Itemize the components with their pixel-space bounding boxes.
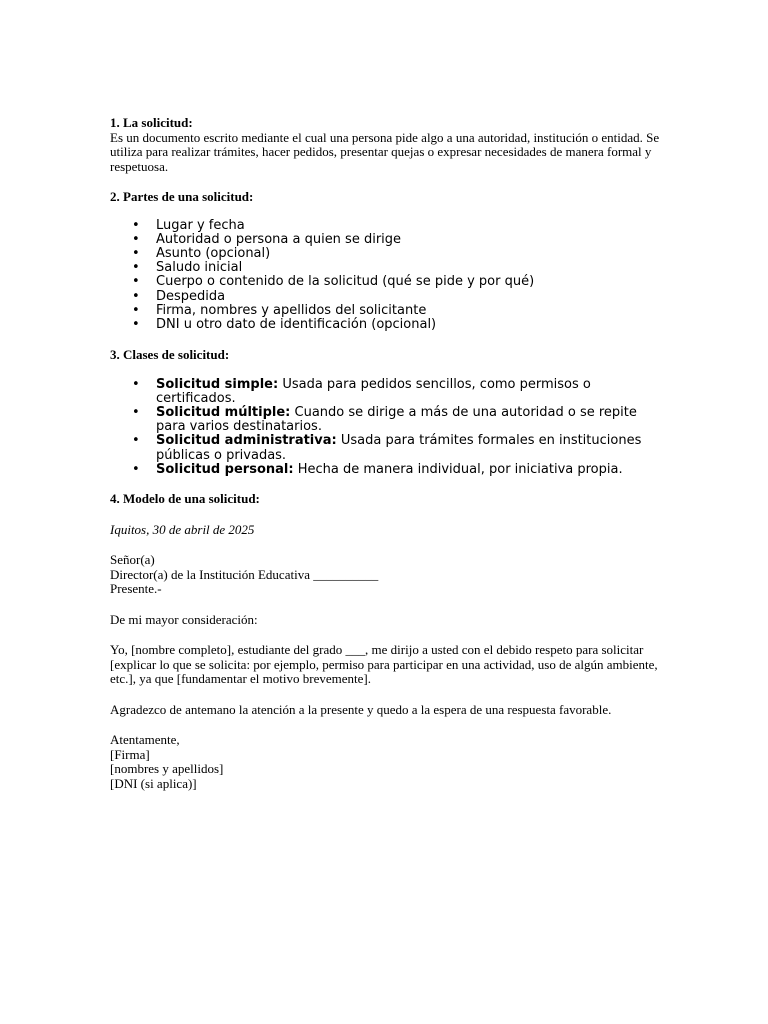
section-modelo <box>110 492 660 791</box>
item-term: Solicitud múltiple: <box>156 405 291 421</box>
types-list <box>110 378 660 477</box>
bullet-icon: • <box>132 461 140 477</box>
list-item: • Saludo inicial <box>132 260 243 276</box>
list-item: • Asunto (opcional) <box>132 245 271 261</box>
letter-recipient: Director(a) de la Institución Educativa __________ <box>110 566 379 582</box>
letter-closing: Agradezco de antemano la atención a la presente y quedo a la espera de una respuesta favorable. <box>110 701 612 717</box>
list-item: • Solicitud múltiple: Cuando se dirige a más de una autoridad o se repite para varios destinatarios. <box>132 405 637 435</box>
paragraph-line: respetuosa. <box>110 158 169 174</box>
bullet-icon: • <box>132 302 140 318</box>
paragraph-line: utiliza para realizar trámites, hacer pedidos, presentar quejas o expresar necesidades de manera formal y <box>110 144 652 159</box>
bullet-icon: • <box>132 288 140 304</box>
letter-body-line: etc.], ya que [fundamentar el motivo brevemente]. <box>110 671 371 687</box>
section-clases <box>110 348 660 477</box>
item-term: Solicitud personal: <box>156 461 294 477</box>
letter-signature: Atentamente, <box>110 732 180 748</box>
letter-date: Iquitos, 30 de abril de 2025 <box>110 521 255 537</box>
section-heading: 2. Partes de una solicitud: <box>110 189 254 204</box>
letter-signature: [nombres y apellidos] <box>110 761 224 777</box>
letter-signature: [DNI (si aplica)] <box>110 775 197 791</box>
bullet-icon: • <box>132 217 140 233</box>
item-term: Solicitud simple: <box>156 376 279 392</box>
list-item: • Solicitud personal: Hecha de manera individual, por iniciativa propia. <box>132 461 623 477</box>
bullet-icon: • <box>132 316 140 332</box>
paragraph-line: Es un documento escrito mediante el cual una persona pide algo a una autoridad, institución o entidad. Se <box>110 129 660 145</box>
parts-list <box>110 219 660 333</box>
letter-greeting: De mi mayor consideración: <box>110 611 258 627</box>
letter-recipient: Presente.- <box>110 581 162 597</box>
list-item: • Firma, nombres y apellidos del solicitante <box>132 302 427 318</box>
bullet-icon: • <box>132 245 140 261</box>
section-heading: 4. Modelo de una solicitud: <box>110 491 260 507</box>
bullet-icon: • <box>132 260 140 276</box>
section-la-solicitud <box>110 116 660 174</box>
list-item: • Cuerpo o contenido de la solicitud (qué se pide y por qué) <box>132 274 535 290</box>
document-content <box>110 116 660 791</box>
list-item: • Solicitud simple: Usada para pedidos sencillos, como permisos o certificados. <box>132 376 591 406</box>
list-item: • Autoridad o persona a quien se dirige <box>132 231 402 247</box>
letter-body-line: [explicar lo que se solicita: por ejemplo, permiso para participar en una actividad, uso de algún ambiente, <box>110 656 658 672</box>
list-item: • Solicitud administrativa: Usada para trámites formales en instituciones públicas o privadas. <box>132 433 642 463</box>
bullet-icon: • <box>132 231 140 247</box>
letter-signature: [Firma] <box>110 746 150 762</box>
bullet-icon: • <box>132 433 140 449</box>
bullet-icon: • <box>132 376 140 392</box>
bullet-icon: • <box>132 405 140 421</box>
section-heading: 1. La solicitud: <box>110 115 193 130</box>
item-term: Solicitud administrativa: <box>156 433 337 449</box>
section-partes <box>110 190 660 332</box>
bullet-icon: • <box>132 274 140 290</box>
letter-body-line: Yo, [nombre completo], estudiante del grado ___, me dirijo a usted con el debido respeto para solicitar <box>110 642 644 658</box>
list-item: • Despedida <box>132 288 226 304</box>
letter-recipient: Señor(a) <box>110 552 155 568</box>
list-item: • Lugar y fecha <box>132 217 245 233</box>
section-heading: 3. Clases de solicitud: <box>110 347 230 363</box>
list-item: • DNI u otro dato de identificación (opcional) <box>132 316 437 332</box>
